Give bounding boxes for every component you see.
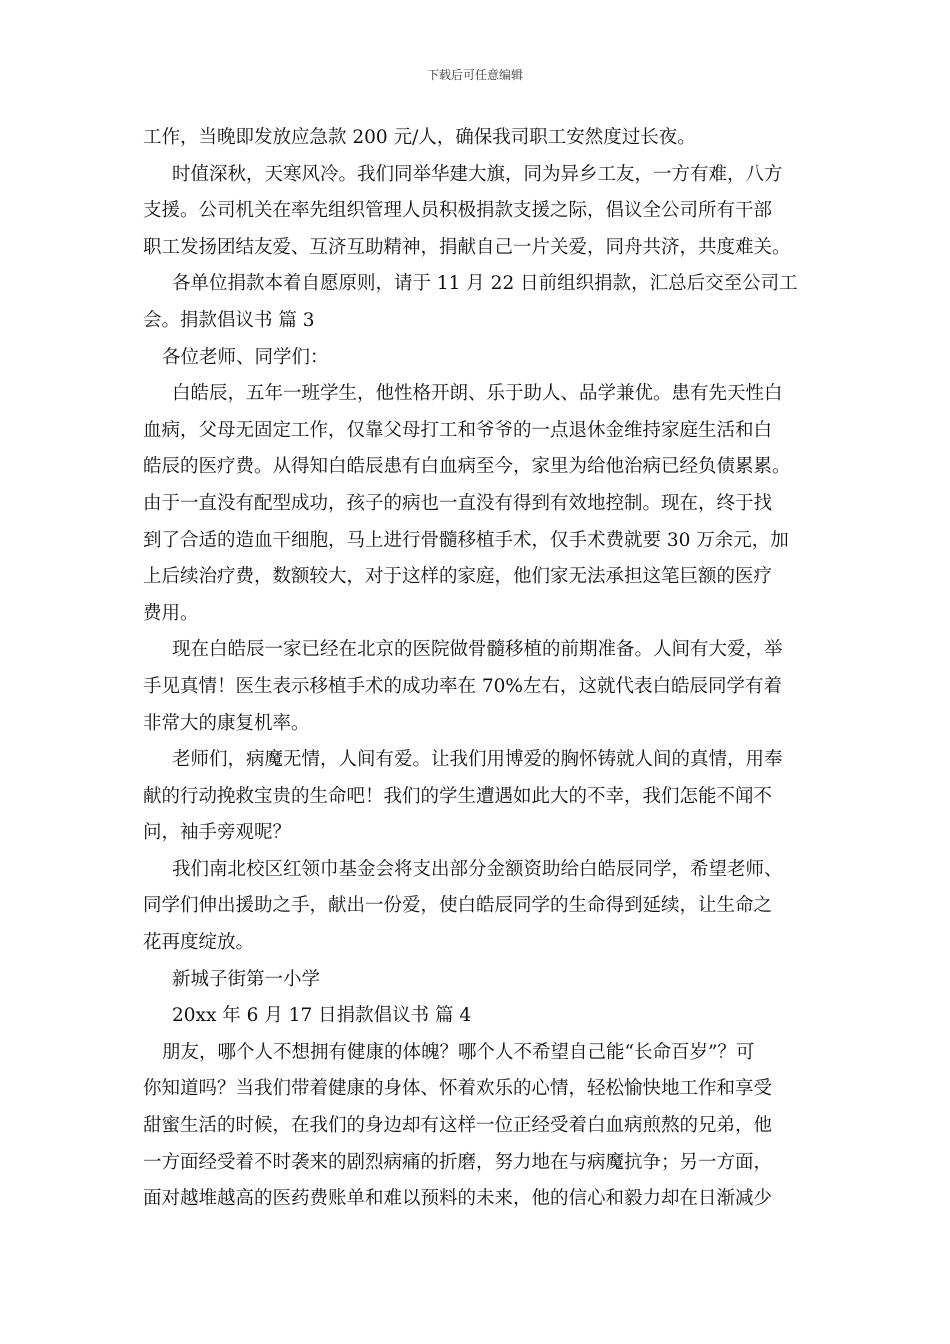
paragraph-line: 工作，当晚即发放应急款 200 元/人，确保我司职工安然度过长夜。 [143, 127, 696, 148]
paragraph-line: 费用。 [143, 602, 199, 624]
paragraph-line: 同学们伸出援助之手，献出一份爱，使白皓辰同学的生命得到延续，让生命之 [143, 895, 773, 917]
document-body [143, 120, 811, 1218]
date-and-section-title: 20xx 年 6 月 17 日捐款倡议书 篇 4 [172, 1005, 472, 1027]
paragraph-line: 手见真情！医生表示移植手术的成功率在 70%左右，这就代表白皓辰同学有着 [143, 675, 783, 697]
paragraph-line: 问，袖手旁观呢？ [143, 822, 292, 844]
paragraph-line: 献的行动挽救宝贵的生命吧！我们的学生遭遇如此大的不幸，我们怎能不闻不 [143, 785, 773, 807]
paragraph-line: 血病，父母无固定工作，仅靠父母打工和爷爷的一点退休金维持家庭生活和白 [143, 419, 773, 441]
paragraph-line: 支援。公司机关在率先组织管理人员积极捐款支援之际，倡议全公司所有干部 [143, 200, 773, 222]
paragraph-line: 面对越堆越高的医药费账单和难以预料的未来，他的信心和毅力却在日渐减少 [143, 1188, 773, 1210]
paragraph-line: 上后续治疗费，数额较大，对于这样的家庭，他们家无法承担这笔巨额的医疗 [143, 566, 773, 588]
page-header-note: 下载后可任意编辑 [426, 68, 523, 82]
signature-school: 新城子街第一小学 [172, 968, 321, 990]
paragraph-line: 甜蜜生活的时候，在我们的身边却有这样一位正经受着白血病煎熬的兄弟，他 [143, 1115, 773, 1137]
paragraph-line: 白皓辰，五年一班学生，他性格开朗、乐于助人、品学兼优。患有先天性白 [172, 383, 783, 405]
paragraph-line: 一方面经受着不时袭来的剧烈病痛的折磨，努力地在与病魔抗争；另一方面， [143, 1151, 773, 1173]
paragraph-line: 由于一直没有配型成功，孩子的病也一直没有得到有效地控制。现在，终于找 [143, 492, 773, 514]
salutation: 各位老师、同学们： [162, 346, 329, 368]
paragraph-line: 你知道吗？当我们带着健康的身体、怀着欢乐的心情，轻松愉快地工作和享受 [143, 1078, 773, 1100]
paragraph-line: 职工发扬团结友爱、互济互助精神，捐献自己一片关爱，同舟共济，共度难关。 [143, 236, 791, 258]
paragraph-line: 各单位捐款本着自愿原则，请于 11 月 22 日前组织捐款，汇总后交至公司工 [172, 273, 798, 295]
paragraph-line: 时值深秋，天寒风冷。我们同举华建大旗，同为异乡工友，一方有难，八方 [172, 163, 783, 185]
paragraph-line: 我们南北校区红领巾基金会将支出部分金额资助给白皓辰同学，希望老师、 [172, 858, 783, 880]
paragraph-line: 花再度绽放。 [143, 932, 255, 954]
paragraph-line: 皓辰的医疗费。从得知白皓辰患有白血病至今，家里为给他治病已经负债累累。 [143, 456, 791, 478]
paragraph-line: 到了合适的造血干细胞，马上进行骨髓移植手术，仅手术费就要 30 万余元，加 [143, 529, 789, 551]
paragraph-line: 老师们，病魔无情，人间有爱。让我们用博爱的胸怀铸就人间的真情，用奉 [172, 749, 783, 771]
paragraph-line: 会。捐款倡议书 篇 3 [143, 309, 315, 331]
paragraph-line: 朋友，哪个人不想拥有健康的体魄？哪个人不希望自己能“长命百岁”？可 [162, 1041, 755, 1063]
paragraph-line: 非常大的康复机率。 [143, 712, 310, 734]
paragraph-line: 现在白皓辰一家已经在北京的医院做骨髓移植的前期准备。人间有大爱，举 [172, 639, 783, 661]
